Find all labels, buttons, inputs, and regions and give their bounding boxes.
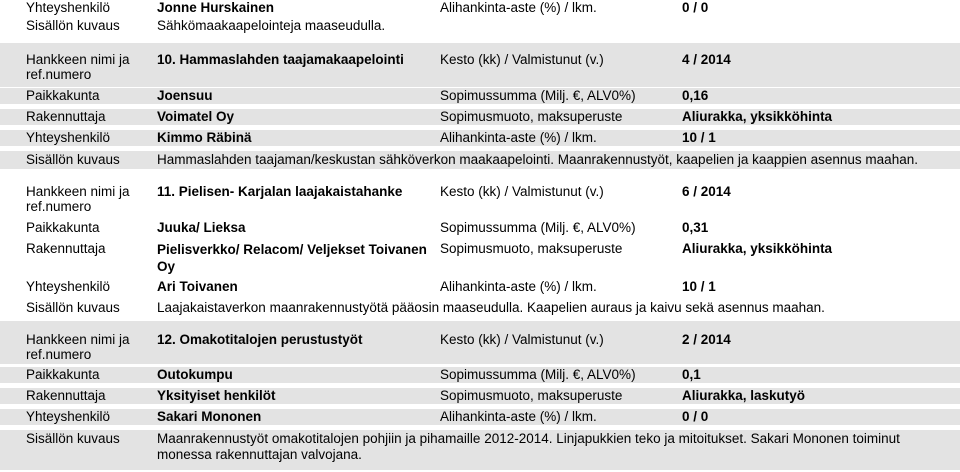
duration-label: Kesto (kk) / Valmistunut (v.) [440, 52, 604, 67]
contact-value: Ari Toivanen [157, 279, 238, 294]
duration-value: 6 / 2014 [682, 184, 731, 199]
contract-type-label: Sopimusmuoto, maksuperuste [440, 388, 623, 403]
contract-sum-label: Sopimussumma (Milj. €, ALV0%) [440, 367, 636, 382]
project-name-label: Hankkeen nimi ja ref.numero [26, 184, 130, 214]
duration-label: Kesto (kk) / Valmistunut (v.) [440, 184, 604, 199]
contact-value: Sakari Mononen [157, 409, 262, 424]
contact-label: Yhteyshenkilö [26, 279, 111, 294]
duration-value: 2 / 2014 [682, 332, 731, 347]
contract-type-label: Sopimusmuoto, maksuperuste [440, 241, 623, 256]
subcontract-label: Alihankinta-aste (%) / lkm. [440, 409, 597, 424]
project-11-contact-row [0, 279, 960, 295]
project-12-location-row [0, 367, 960, 383]
client-value: Pielisverkko/ Relacom/ Veljekset Toivanen Oy [157, 242, 427, 274]
contract-type-value: Aliurakka, yksikköhinta [682, 109, 833, 124]
client-label: Rakennuttaja [26, 388, 106, 403]
contact-label: Yhteyshenkilö [26, 0, 111, 15]
subcontract-value: 10 / 1 [682, 279, 716, 294]
subcontract-label: Alihankinta-aste (%) / lkm. [440, 0, 597, 15]
description-label: Sisällön kuvaus [26, 152, 120, 167]
contact-label: Yhteyshenkilö [26, 409, 111, 424]
contract-type-value: Aliurakka, yksikköhinta [682, 241, 833, 256]
project-10-client-row [0, 109, 960, 125]
project-12-name-row [0, 321, 960, 364]
description-value: Laajakaistaverkon maanrakennustyötä pääosin maaseudulla. Kaapelien auraus ja kaivu sekä asennus maahan. [157, 300, 825, 315]
location-label: Paikkakunta [26, 220, 100, 235]
description-value: Hammaslahden taajaman/keskustan sähköverkon maakaapelointi. Maanrakennustyöt, kaapelien ja kaappien asennus maahan. [157, 152, 918, 167]
description-value: Maanrakennustyöt omakotitalojen pohjiin ja pihamaille 2012-2014. Linjapukkien teko ja mitoitukset. Sakari Mononen toiminut monessa rakennuttajan valvojana. [157, 431, 900, 462]
top-contact-row [0, 0, 960, 16]
project-name-value: 11. Pielisen- Karjalan laajakaistahanke [157, 184, 403, 199]
contact-value: Jonne Hurskainen [157, 0, 275, 15]
duration-label: Kesto (kk) / Valmistunut (v.) [440, 332, 604, 347]
description-value: Sähkömaakaapelointeja maaseudulla. [157, 18, 386, 33]
project-11-description-row [0, 300, 960, 316]
project-name-label: Hankkeen nimi ja ref.numero [26, 52, 130, 82]
project-10-name-row [0, 43, 960, 87]
duration-value: 4 / 2014 [682, 52, 731, 67]
client-label: Rakennuttaja [26, 109, 106, 124]
project-11-client-row [0, 241, 960, 275]
project-11-name-row [0, 178, 960, 214]
description-label: Sisällön kuvaus [26, 300, 120, 315]
project-name-value: 12. Omakotitalojen perustustyöt [157, 332, 363, 347]
client-value: Voimatel Oy [157, 109, 235, 124]
location-label: Paikkakunta [26, 88, 100, 103]
location-label: Paikkakunta [26, 367, 100, 382]
project-10-location-row [0, 88, 960, 104]
project-12-description-row [0, 430, 960, 470]
contact-label: Yhteyshenkilö [26, 130, 111, 145]
client-label: Rakennuttaja [26, 241, 106, 256]
subcontract-value: 0 / 0 [682, 0, 709, 15]
top-description-row [0, 18, 960, 34]
contract-sum-value: 0,1 [682, 367, 701, 382]
client-value: Yksityiset henkilöt [157, 388, 276, 403]
description-label: Sisällön kuvaus [26, 18, 120, 33]
location-value: Outokumpu [157, 367, 233, 382]
contract-sum-label: Sopimussumma (Milj. €, ALV0%) [440, 88, 636, 103]
contract-sum-value: 0,16 [682, 88, 709, 103]
contract-sum-label: Sopimussumma (Milj. €, ALV0%) [440, 220, 636, 235]
description-label: Sisällön kuvaus [26, 431, 120, 446]
subcontract-label: Alihankinta-aste (%) / lkm. [440, 130, 597, 145]
project-name-label: Hankkeen nimi ja ref.numero [26, 332, 130, 362]
contact-value: Kimmo Räbinä [157, 130, 252, 145]
subcontract-value: 10 / 1 [682, 130, 716, 145]
project-12-client-row [0, 388, 960, 404]
project-12-contact-row [0, 409, 960, 425]
project-11-location-row [0, 220, 960, 236]
subcontract-value: 0 / 0 [682, 409, 709, 424]
project-10-description-row [0, 151, 960, 169]
project-10-contact-row [0, 130, 960, 146]
contract-type-label: Sopimusmuoto, maksuperuste [440, 109, 623, 124]
location-value: Joensuu [157, 88, 213, 103]
project-name-value: 10. Hammaslahden taajamakaapelointi [157, 52, 404, 67]
location-value: Juuka/ Lieksa [157, 220, 246, 235]
subcontract-label: Alihankinta-aste (%) / lkm. [440, 279, 597, 294]
contract-type-value: Aliurakka, laskutyö [682, 388, 806, 403]
contract-sum-value: 0,31 [682, 220, 709, 235]
